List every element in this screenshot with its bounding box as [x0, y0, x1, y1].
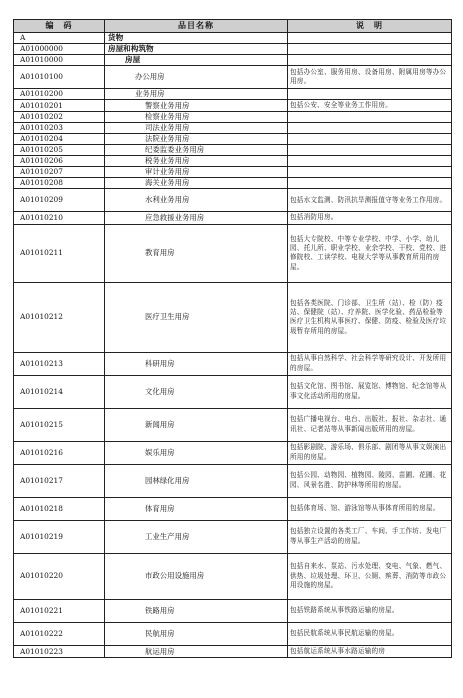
item-description: 包括办公室、服务用房、设备用房、附属用房等办公用房。 [288, 66, 452, 89]
item-description: 包括消防用房。 [288, 212, 452, 224]
item-name: 体育用房 [105, 497, 288, 520]
item-name: 水利业务用房 [105, 189, 288, 212]
item-name: 科研用房 [105, 352, 288, 375]
item-code: A01010206 [14, 156, 105, 167]
item-code: A01010223 [14, 645, 105, 657]
item-code: A01010203 [14, 123, 105, 134]
item-name: 房屋 [105, 55, 288, 66]
table-row [14, 441, 452, 464]
item-code: A01010219 [14, 520, 105, 553]
table-row [14, 553, 452, 599]
item-code: A01010000 [14, 55, 105, 66]
item-code: A01010100 [14, 66, 105, 89]
item-description [288, 167, 452, 178]
table-row [14, 112, 452, 123]
item-name: 房屋和构筑物 [105, 44, 288, 55]
item-name: 海关业务用房 [105, 178, 288, 189]
item-code: A01010218 [14, 497, 105, 520]
item-name: 市政公用设施用房 [105, 553, 288, 599]
item-code: A01010201 [14, 100, 105, 112]
table-row [14, 352, 452, 375]
item-code: A01010213 [14, 352, 105, 375]
item-name: 教育用房 [105, 224, 288, 282]
item-name: 货物 [105, 33, 288, 44]
catalog-table [13, 19, 452, 658]
table-row [14, 156, 452, 167]
item-code: A [14, 33, 105, 44]
item-code: A01010222 [14, 622, 105, 645]
table-row [14, 464, 452, 497]
item-description [288, 123, 452, 134]
item-description [288, 178, 452, 189]
item-code: A01010205 [14, 145, 105, 156]
item-name: 办公用房 [105, 66, 288, 89]
item-code: A01010214 [14, 375, 105, 408]
item-code: A01010211 [14, 224, 105, 282]
item-code: A01010216 [14, 441, 105, 464]
item-name: 税务业务用房 [105, 156, 288, 167]
table-row [14, 167, 452, 178]
table-row [14, 497, 452, 520]
item-description [288, 44, 452, 55]
table-row [14, 178, 452, 189]
item-code: A01010215 [14, 408, 105, 441]
item-description: 包括从事自然科学、社会科学等研究设计、开发所用的房屋。 [288, 352, 452, 375]
item-name: 纪委监委业务用房 [105, 145, 288, 156]
item-name: 检察业务用房 [105, 112, 288, 123]
item-description [288, 112, 452, 123]
item-description: 包括广播电视台、电台、出版社、报社、杂志社、通讯社、记者站等从事新闻出版所用的房屋。 [288, 408, 452, 441]
table-row [14, 224, 452, 282]
item-name: 业务用房 [105, 89, 288, 100]
item-code: A01010200 [14, 89, 105, 100]
item-name: 工业生产用房 [105, 520, 288, 553]
table-body [14, 33, 452, 658]
table-row [14, 134, 452, 145]
header-name: 品目名称 [105, 20, 288, 33]
item-name: 应急救援业务用房 [105, 212, 288, 224]
item-name: 审计业务用房 [105, 167, 288, 178]
table-row [14, 44, 452, 55]
item-name: 新闻用房 [105, 408, 288, 441]
item-name: 文化用房 [105, 375, 288, 408]
table-row [14, 66, 452, 89]
item-code: A01010212 [14, 282, 105, 352]
item-description: 包括影剧院、游乐场、俱乐部、剧团等从事文娱演出所用的房屋。 [288, 441, 452, 464]
table-row [14, 55, 452, 66]
item-name: 园林绿化用房 [105, 464, 288, 497]
item-description: 包括大专院校、中等专业学校、中学、小学、幼儿园、托儿所、职业学校、业余学校、干校、党校、进修院校、工读学校、电视大学等从事教育所用的房屋。 [288, 224, 452, 282]
item-name: 民航用房 [105, 622, 288, 645]
table-row [14, 145, 452, 156]
item-description [288, 55, 452, 66]
item-code: A01010210 [14, 212, 105, 224]
item-code: A01010202 [14, 112, 105, 123]
item-description: 包括自来水、泵站、污水处理、变电、气象、燃气、供热、垃圾处理、环卫、公厕、殡葬、消防等市政公用设施的房屋。 [288, 553, 452, 599]
item-description: 包括航运系统从事水路运输的房 [288, 645, 452, 657]
table-row [14, 33, 452, 44]
item-description [288, 33, 452, 44]
item-description: 包括体育场、馆、游泳馆等从事体育所用的房屋。 [288, 497, 452, 520]
item-name: 航运用房 [105, 645, 288, 657]
table-row [14, 212, 452, 224]
header-row [14, 20, 452, 33]
item-description [288, 89, 452, 100]
item-code: A01010208 [14, 178, 105, 189]
table-row [14, 282, 452, 352]
table-row [14, 123, 452, 134]
item-name: 司法业务用房 [105, 123, 288, 134]
item-description [288, 134, 452, 145]
item-code: A01010217 [14, 464, 105, 497]
table-row [14, 645, 452, 657]
item-description: 包括铁路系统从事铁路运输的房屋。 [288, 599, 452, 622]
table-row [14, 89, 452, 100]
item-code: A01010209 [14, 189, 105, 212]
item-description: 包括公园、动物园、植物园、陵园、苗圃、花圃、花园、风景名胜、防护林等所用的房屋。 [288, 464, 452, 497]
item-code: A01010220 [14, 553, 105, 599]
header-desc: 说 明 [288, 20, 452, 33]
item-name: 警察业务用房 [105, 100, 288, 112]
table-row [14, 599, 452, 622]
item-code: A01010207 [14, 167, 105, 178]
catalog-sheet [13, 19, 451, 658]
table-row [14, 375, 452, 408]
item-description: 包括文化馆、图书馆、展览馆、博物馆、纪念馆等从事文化活动所用的房屋。 [288, 375, 452, 408]
item-code: A01010221 [14, 599, 105, 622]
item-description: 包括独立设置的各类工厂、车间、手工作坊、发电厂等从事生产活动的房屋。 [288, 520, 452, 553]
item-description: 包括水文监测、防汛抗旱测报值守等业务工作用房。 [288, 189, 452, 212]
item-name: 法院业务用房 [105, 134, 288, 145]
item-description [288, 156, 452, 167]
table-row [14, 408, 452, 441]
item-code: A01010204 [14, 134, 105, 145]
item-code: A01000000 [14, 44, 105, 55]
item-description: 包括各类医院、门诊部、卫生所（站）、检（防）疫站、保健院（站）、疗养院、医学化验、药品检验等医疗卫生机构从事医疗、保健、防疫、检验及医疗垃圾暂存所用的房屋。 [288, 282, 452, 352]
table-row [14, 100, 452, 112]
item-description: 包括公安、安全等业务工作用房。 [288, 100, 452, 112]
item-description [288, 145, 452, 156]
item-name: 铁路用房 [105, 599, 288, 622]
item-name: 娱乐用房 [105, 441, 288, 464]
item-name: 医疗卫生用房 [105, 282, 288, 352]
header-code: 编 码 [14, 20, 105, 33]
table-row [14, 520, 452, 553]
table-row [14, 189, 452, 212]
table-row [14, 622, 452, 645]
item-description: 包括民航系统从事民航运输的房屋。 [288, 622, 452, 645]
